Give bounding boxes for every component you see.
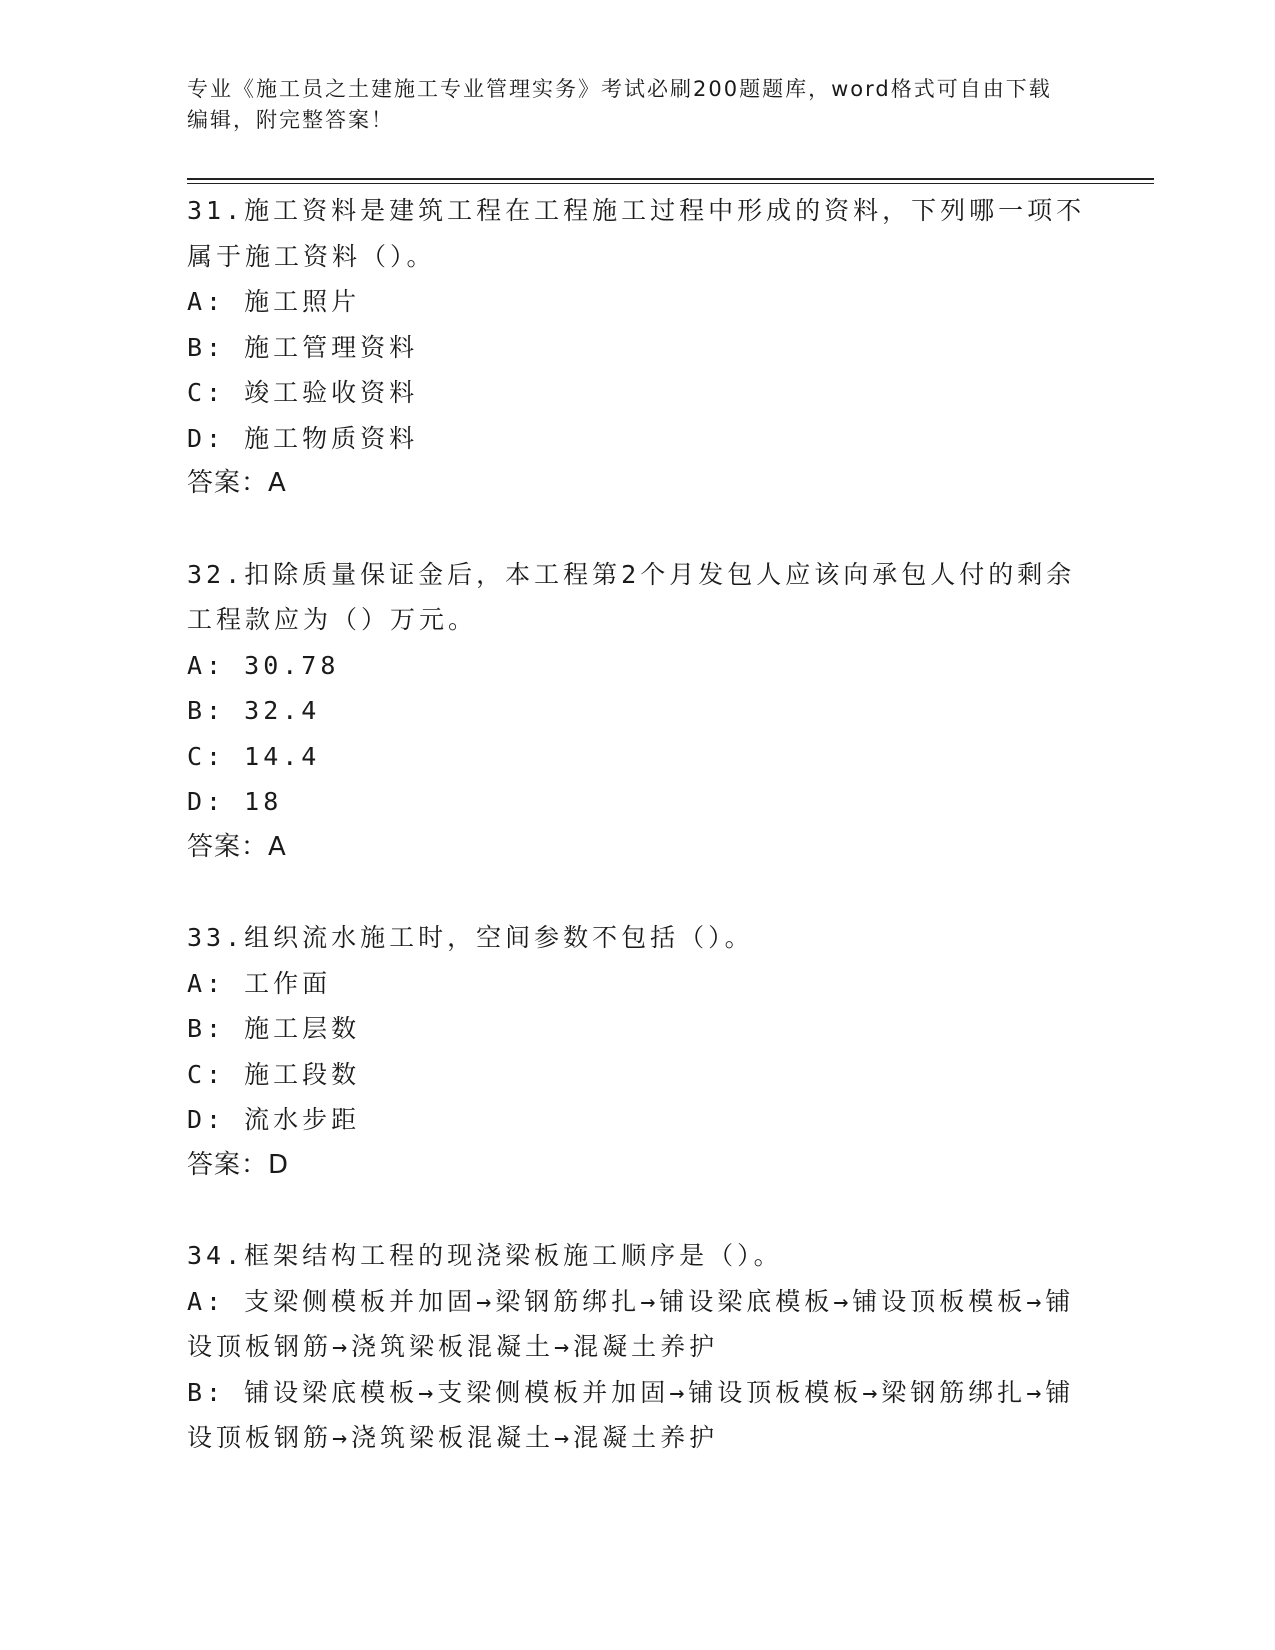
option-c: C: 施工段数 — [187, 1059, 361, 1089]
option-b: B: 32.4 — [187, 696, 321, 725]
question-stem: 31.施工资料是建筑工程在工程施工过程中形成的资料，下列哪一项不属于施工资料（）。 — [187, 196, 1086, 271]
question-spacer — [187, 870, 1087, 915]
question-34 — [187, 1233, 1087, 1461]
question-stem: 34.框架结构工程的现浇梁板施工顺序是（）。 — [187, 1241, 783, 1270]
question-spacer — [187, 507, 1087, 552]
document-header: 专业《施工员之土建施工专业管理实务》考试必刷200题题库，word格式可自由下载编辑，附完整答案！ — [187, 77, 1052, 132]
option-d: D: 施工物质资料 — [187, 423, 419, 453]
question-stem: 32.扣除质量保证金后，本工程第2个月发包人应该向承包人付的剩余工程款应为（）万元。 — [187, 559, 1076, 634]
question-32 — [187, 552, 1087, 871]
option-d: D: 流水步距 — [187, 1105, 361, 1134]
option-b: B: 铺设梁底模板→支梁侧模板并加固→铺设顶板模板→梁钢筋绑扎→铺设顶板钢筋→浇筑梁板混凝土→混凝土养护 — [187, 1377, 1075, 1452]
option-a: A: 工作面 — [187, 968, 332, 998]
option-c: C: 14.4 — [187, 741, 321, 771]
option-a: A: 支梁侧模板并加固→梁钢筋绑扎→铺设梁底模板→铺设顶板模板→铺设顶板钢筋→浇筑梁板混凝土→混凝土养护 — [187, 1286, 1075, 1361]
header-divider-thin — [187, 183, 1154, 184]
option-a: A: 施工照片 — [187, 287, 361, 316]
question-spacer — [187, 1188, 1087, 1233]
answer: 答案：A — [187, 468, 287, 498]
question-31 — [187, 188, 1087, 507]
question-33 — [187, 915, 1087, 1188]
answer: 答案：A — [187, 831, 287, 862]
option-d: D: 18 — [187, 787, 283, 816]
option-b: B: 施工管理资料 — [187, 332, 419, 362]
question-stem: 33.组织流水施工时，空间参数不包括（）。 — [187, 923, 754, 952]
header-divider-thick — [187, 178, 1154, 180]
question-list — [187, 188, 1087, 1461]
answer: 答案：D — [187, 1149, 290, 1180]
option-a: A: 30.78 — [187, 650, 340, 680]
option-c: C: 竣工验收资料 — [187, 378, 419, 407]
option-b: B: 施工层数 — [187, 1014, 361, 1043]
